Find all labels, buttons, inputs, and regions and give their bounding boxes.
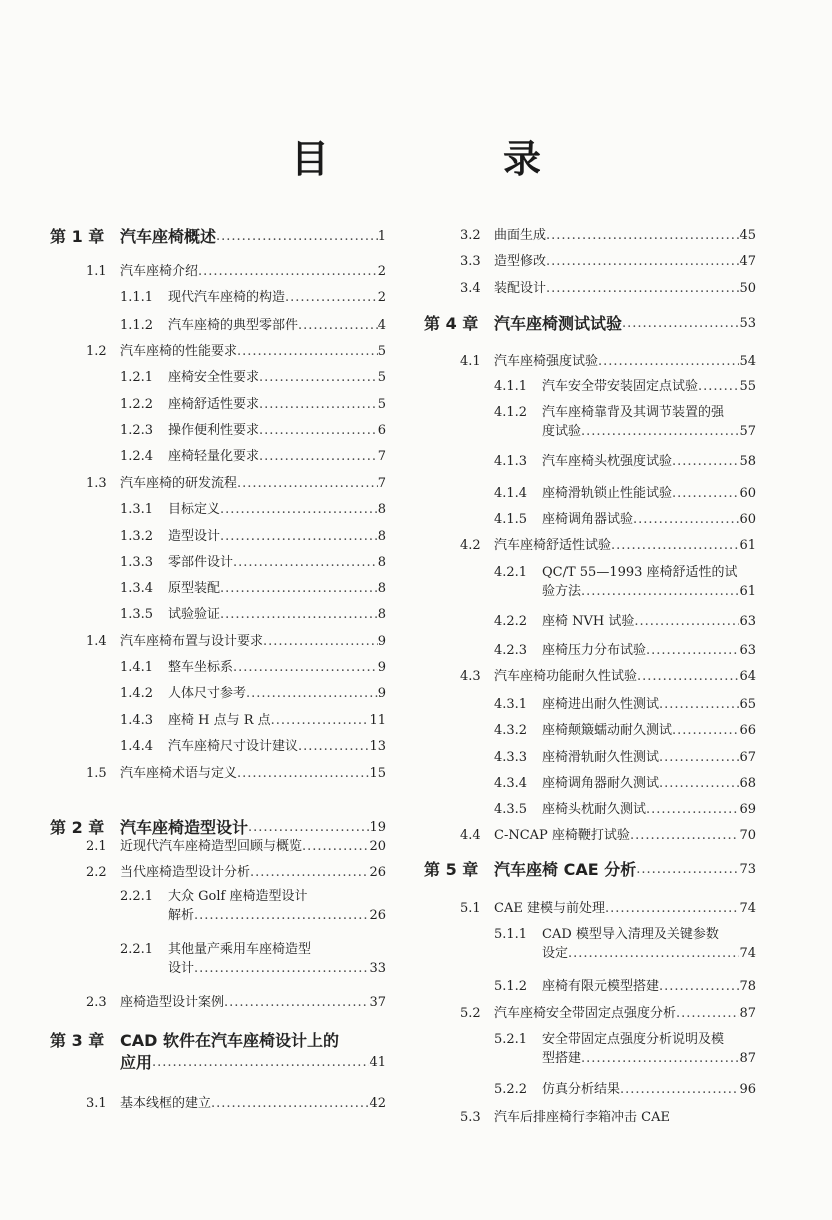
toc-entry[interactable] <box>50 342 386 361</box>
toc-entry[interactable] <box>424 313 756 335</box>
toc-entry-page: 87 <box>739 1051 756 1066</box>
toc-entry-page: 5 <box>377 344 386 359</box>
toc-entry[interactable] <box>50 684 386 703</box>
toc-entry[interactable] <box>424 612 756 631</box>
dot-leader <box>285 288 378 307</box>
toc-entry-number: 1.3 <box>86 476 107 491</box>
toc-entry-title-continued: 验方法 <box>542 584 582 599</box>
toc-entry-title: 曲面生成 <box>494 228 547 243</box>
toc-entry-title: 现代汽车座椅的构造 <box>168 290 286 305</box>
toc-entry-page: 73 <box>739 862 756 877</box>
toc-entry-number: 第 4 章 <box>424 314 479 333</box>
dot-leader <box>636 859 739 881</box>
toc-entry[interactable] <box>50 632 386 651</box>
toc-entry[interactable] <box>50 421 386 440</box>
toc-entry-title: 汽车后排座椅行李箱冲击 CAE <box>494 1110 670 1125</box>
toc-entry[interactable] <box>50 553 386 572</box>
toc-entry-title: 座椅颠簸蠕动耐久测试 <box>542 723 673 738</box>
toc-entry-page: 87 <box>739 1006 756 1021</box>
toc-entry-page: 2 <box>377 290 386 305</box>
toc-entry[interactable] <box>50 940 386 978</box>
dot-leader <box>698 377 739 396</box>
toc-entry-number: 3.3 <box>460 254 481 269</box>
toc-entry-number: 4.1.5 <box>494 512 528 527</box>
dot-leader <box>676 1004 739 1023</box>
toc-entry-page: 74 <box>739 946 756 961</box>
toc-entry[interactable] <box>50 658 386 677</box>
toc-entry[interactable] <box>424 563 756 601</box>
toc-entry[interactable] <box>424 899 756 918</box>
dot-leader <box>194 906 369 925</box>
toc-entry-page: 8 <box>377 529 386 544</box>
toc-entry-title: 汽车座椅头枕强度试验 <box>542 454 673 469</box>
toc-entry[interactable] <box>50 1030 386 1074</box>
dot-leader <box>568 944 739 963</box>
toc-entry-title: 座椅进出耐久性测试 <box>542 697 660 712</box>
dot-leader <box>220 527 378 546</box>
toc-entry-page: 1 <box>377 229 386 244</box>
dot-leader <box>259 447 378 466</box>
toc-entry[interactable] <box>50 262 386 281</box>
toc-entry-number: 3.4 <box>460 281 481 296</box>
dot-leader <box>271 711 370 730</box>
toc-entry-title: CAE 建模与前处理 <box>494 901 605 916</box>
toc-entry-page: 8 <box>377 502 386 517</box>
toc-entry-number: 1.4 <box>86 634 107 649</box>
toc-entry-number: 1.1.2 <box>120 318 154 333</box>
toc-entry-page: 63 <box>739 614 756 629</box>
toc-entry[interactable] <box>50 500 386 519</box>
toc-entry-number: 1.4.3 <box>120 713 154 728</box>
toc-entry-title: 汽车座椅造型设计 <box>120 818 249 837</box>
toc-entry[interactable] <box>424 1080 756 1099</box>
toc-entry-number: 4.1.4 <box>494 486 528 501</box>
toc-entry-page: 41 <box>369 1055 386 1070</box>
dot-leader <box>581 1049 739 1068</box>
toc-entry-number: 1.4.1 <box>120 660 154 675</box>
toc-entry-page: 61 <box>739 584 756 599</box>
dot-leader <box>237 764 369 783</box>
dot-leader <box>605 899 739 918</box>
dot-leader <box>630 826 740 845</box>
toc-entry-title: 汽车座椅安全带固定点强度分析 <box>494 1006 677 1021</box>
toc-entry-number: 2.1 <box>86 839 107 854</box>
dot-leader <box>220 579 378 598</box>
toc-entry-title: 造型设计 <box>168 529 221 544</box>
toc-entry-number: 5.1.1 <box>494 927 528 942</box>
toc-entry[interactable] <box>50 226 386 248</box>
toc-entry-number: 2.3 <box>86 995 107 1010</box>
toc-entry-number: 3.1 <box>86 1096 107 1111</box>
toc-entry-number: 4.2.3 <box>494 643 528 658</box>
toc-entry-page: 8 <box>377 555 386 570</box>
toc-entry[interactable] <box>424 1108 756 1127</box>
toc-entry-page: 57 <box>739 424 756 439</box>
toc-entry[interactable] <box>424 484 756 503</box>
toc-entry-title: 座椅舒适性要求 <box>168 397 260 412</box>
dot-leader <box>259 421 378 440</box>
dot-leader <box>646 800 739 819</box>
toc-entry[interactable] <box>50 817 386 839</box>
dot-leader <box>659 774 739 793</box>
toc-entry-title-continued: 设定 <box>542 946 569 961</box>
toc-entry[interactable] <box>50 711 386 730</box>
dot-leader <box>211 1094 369 1113</box>
toc-entry[interactable] <box>50 288 386 307</box>
toc-entry[interactable] <box>424 252 756 271</box>
toc-entry-page: 4 <box>377 318 386 333</box>
toc-entry-page: 67 <box>739 750 756 765</box>
toc-entry-number: 5.1 <box>460 901 481 916</box>
dot-leader <box>263 632 378 651</box>
toc-entry-page: 64 <box>739 669 756 684</box>
toc-entry[interactable] <box>424 721 756 740</box>
toc-entry[interactable] <box>424 774 756 793</box>
dot-leader <box>598 352 739 371</box>
toc-entry-title: CAD 模型导入清理及关键参数 <box>542 927 719 942</box>
toc-entry-title-continued: 度试验 <box>542 424 582 439</box>
toc-entry-page: 78 <box>739 979 756 994</box>
toc-entry-number: 5.2.2 <box>494 1082 528 1097</box>
toc-entry-number: 1.2.3 <box>120 423 154 438</box>
toc-entry-title: 零部件设计 <box>168 555 234 570</box>
toc-entry-title: 汽车座椅强度试验 <box>494 354 599 369</box>
toc-entry-number: 4.1.2 <box>494 405 528 420</box>
toc-entry-page: 54 <box>739 354 756 369</box>
toc-entry[interactable] <box>50 368 386 387</box>
toc-entry[interactable] <box>424 641 756 660</box>
toc-entry-title: 操作便利性要求 <box>168 423 260 438</box>
toc-entry-number: 1.2.4 <box>120 449 154 464</box>
toc-entry[interactable] <box>424 800 756 819</box>
toc-entry-number: 5.2 <box>460 1006 481 1021</box>
toc-entry-number: 3.2 <box>460 228 481 243</box>
dot-leader <box>302 837 369 856</box>
toc-entry-number: 第 1 章 <box>50 227 105 246</box>
toc-entry-title: 目标定义 <box>168 502 221 517</box>
toc-entry[interactable] <box>424 279 756 298</box>
toc-entry-page: 66 <box>739 723 756 738</box>
dot-leader <box>672 721 739 740</box>
toc-entry-number: 2.2.1 <box>120 889 154 904</box>
toc-entry[interactable] <box>50 527 386 546</box>
dot-leader <box>152 1052 369 1074</box>
dot-leader <box>246 684 378 703</box>
toc-entry[interactable] <box>424 226 756 245</box>
toc-entry-title: 装配设计 <box>494 281 547 296</box>
toc-entry-title: 汽车座椅术语与定义 <box>120 766 238 781</box>
toc-entry-page: 61 <box>739 538 756 553</box>
toc-entry-title: 座椅造型设计案例 <box>120 995 225 1010</box>
dot-leader <box>224 993 369 1012</box>
toc-entry-number: 5.3 <box>460 1110 481 1125</box>
dot-leader <box>634 612 739 631</box>
dot-leader <box>546 226 739 245</box>
toc-entry-number: 4.2.2 <box>494 614 528 629</box>
toc-entry[interactable] <box>424 452 756 471</box>
toc-entry-page: 20 <box>369 839 386 854</box>
toc-entry-number: 4.3 <box>460 669 481 684</box>
toc-entry-page: 26 <box>369 865 386 880</box>
toc-entry-title: 仿真分析结果 <box>542 1082 621 1097</box>
toc-entry[interactable] <box>424 352 756 371</box>
toc-entry[interactable] <box>424 826 756 845</box>
toc-entry[interactable] <box>424 1030 756 1068</box>
dot-leader <box>233 553 378 572</box>
toc-entry-title-continued: 应用 <box>120 1053 153 1072</box>
toc-entry[interactable] <box>424 510 756 529</box>
toc-entry-page: 9 <box>377 634 386 649</box>
dot-leader <box>298 316 378 335</box>
toc-entry-number: 4.3.1 <box>494 697 528 712</box>
toc-entry-page: 8 <box>377 581 386 596</box>
toc-entry[interactable] <box>424 403 756 441</box>
dot-leader <box>198 262 378 281</box>
toc-entry-number: 4.2.1 <box>494 565 528 580</box>
toc-entry-page: 60 <box>739 486 756 501</box>
dot-leader <box>581 582 739 601</box>
toc-entry-number: 1.1.1 <box>120 290 154 305</box>
toc-entry-number: 5.2.1 <box>494 1032 528 1047</box>
dot-leader <box>220 605 378 624</box>
toc-entry-page: 47 <box>739 254 756 269</box>
toc-entry[interactable] <box>424 695 756 714</box>
toc-entry[interactable] <box>424 1004 756 1023</box>
dot-leader <box>546 252 739 271</box>
toc-entry-page: 5 <box>377 370 386 385</box>
toc-entry[interactable] <box>50 837 386 856</box>
dot-leader <box>237 342 378 361</box>
toc-entry-number: 1.4.2 <box>120 686 154 701</box>
toc-entry[interactable] <box>424 748 756 767</box>
toc-entry[interactable] <box>424 667 756 686</box>
toc-entry-title: 汽车座椅介绍 <box>120 264 199 279</box>
dot-leader <box>659 695 739 714</box>
dot-leader <box>250 863 369 882</box>
dot-leader <box>220 500 378 519</box>
toc-entry-number: 第 3 章 <box>50 1031 105 1050</box>
toc-entry-title: 当代座椅造型设计分析 <box>120 865 251 880</box>
toc-entry[interactable] <box>50 863 386 882</box>
toc-entry-number: 1.3.5 <box>120 607 154 622</box>
page-title: 目 录 <box>290 137 609 181</box>
toc-entry-title: 汽车安全带安装固定点试验 <box>542 379 699 394</box>
toc-entry-page: 58 <box>739 454 756 469</box>
toc-entry-page: 68 <box>739 776 756 791</box>
dot-leader <box>194 959 369 978</box>
dot-leader <box>611 536 739 555</box>
dot-leader <box>248 817 369 839</box>
toc-entry-page: 33 <box>369 961 386 976</box>
toc-entry-page: 7 <box>377 476 386 491</box>
toc-entry-title: 座椅安全性要求 <box>168 370 260 385</box>
toc-entry-title: 座椅 NVH 试验 <box>542 614 635 629</box>
dot-leader <box>259 368 378 387</box>
toc-entry-page: 65 <box>739 697 756 712</box>
toc-entry-page: 55 <box>739 379 756 394</box>
toc-entry-title: 座椅滑轨锁止性能试验 <box>542 486 673 501</box>
toc-entry-title: 汽车座椅尺寸设计建议 <box>168 739 299 754</box>
toc-entry[interactable] <box>50 1094 386 1113</box>
toc-entry-title: 造型修改 <box>494 254 547 269</box>
toc-entry[interactable] <box>50 993 386 1012</box>
toc-entry[interactable] <box>50 316 386 335</box>
toc-entry-number: 4.4 <box>460 828 481 843</box>
toc-entry-page: 13 <box>369 739 386 754</box>
toc-entry-number: 4.3.5 <box>494 802 528 817</box>
toc-entry[interactable] <box>424 536 756 555</box>
toc-entry-page: 74 <box>739 901 756 916</box>
toc-entry-title: 汽车座椅舒适性试验 <box>494 538 612 553</box>
toc-entry-number: 1.3.2 <box>120 529 154 544</box>
toc-entry-number: 1.3.3 <box>120 555 154 570</box>
toc-entry-page: 70 <box>739 828 756 843</box>
toc-entry-page: 8 <box>377 607 386 622</box>
dot-leader <box>237 474 378 493</box>
toc-entry-number: 1.3.1 <box>120 502 154 517</box>
dot-leader <box>672 484 739 503</box>
toc-entry-number: 1.4.4 <box>120 739 154 754</box>
toc-entry-number: 1.5 <box>86 766 107 781</box>
toc-entry-page: 50 <box>739 281 756 296</box>
toc-entry-title-continued: 解析 <box>168 908 195 923</box>
toc-entry-number: 4.3.3 <box>494 750 528 765</box>
dot-leader <box>620 1080 739 1099</box>
toc-entry-number: 2.2 <box>86 865 107 880</box>
toc-entry-number: 2.2.1 <box>120 942 154 957</box>
dot-leader <box>581 422 739 441</box>
dot-leader <box>259 395 378 414</box>
toc-entry-number: 4.3.4 <box>494 776 528 791</box>
toc-entry-number: 1.2.2 <box>120 397 154 412</box>
toc-entry-page: 5 <box>377 397 386 412</box>
toc-entry-title: 人体尺寸参考 <box>168 686 247 701</box>
toc-entry-title: 原型装配 <box>168 581 221 596</box>
toc-entry[interactable] <box>424 377 756 396</box>
toc-entry[interactable] <box>50 887 386 925</box>
toc-entry-number: 4.1.1 <box>494 379 528 394</box>
toc-entry-page: 9 <box>377 660 386 675</box>
toc-entry-title: 座椅调角器试验 <box>542 512 634 527</box>
toc-entry-number: 1.2 <box>86 344 107 359</box>
toc-entry-number: 5.1.2 <box>494 979 528 994</box>
toc-entry-title: 整车坐标系 <box>168 660 234 675</box>
toc-entry[interactable] <box>424 977 756 996</box>
dot-leader <box>233 658 378 677</box>
toc-entry-page: 53 <box>739 316 756 331</box>
toc-entry-title: 座椅有限元模型搭建 <box>542 979 660 994</box>
toc-entry-number: 1.3.4 <box>120 581 154 596</box>
toc-entry-title: 汽车座椅的性能要求 <box>120 344 238 359</box>
toc-entry-title: 汽车座椅 CAE 分析 <box>494 860 637 879</box>
toc-entry-page: 2 <box>377 264 386 279</box>
toc-entry-title: QC/T 55—1993 座椅舒适性的试 <box>542 565 738 580</box>
toc-entry-title: 汽车座椅功能耐久性试验 <box>494 669 638 684</box>
toc-entry-title-continued: 型搭建 <box>542 1051 582 1066</box>
toc-entry-title: 汽车座椅靠背及其调节装置的强 <box>542 405 725 420</box>
toc-entry-title: C-NCAP 座椅鞭打试验 <box>494 828 630 843</box>
toc-entry-page: 60 <box>739 512 756 527</box>
toc-entry-title: 座椅滑轨耐久性测试 <box>542 750 660 765</box>
toc-entry[interactable] <box>50 737 386 756</box>
toc-entry[interactable] <box>50 605 386 624</box>
toc-entry-title: 座椅压力分布试验 <box>542 643 647 658</box>
toc-entry-number: 1.1 <box>86 264 107 279</box>
toc-entry[interactable] <box>50 447 386 466</box>
dot-leader <box>659 748 739 767</box>
toc-entry-title-continued: 设计 <box>168 961 195 976</box>
toc-entry-number: 4.1 <box>460 354 481 369</box>
dot-leader <box>216 226 378 248</box>
toc-entry-title: 汽车座椅布置与设计要求 <box>120 634 264 649</box>
toc-entry-title: 试验验证 <box>168 607 221 622</box>
dot-leader <box>672 452 739 471</box>
toc-entry-number: 第 5 章 <box>424 860 479 879</box>
toc-entry-page: 63 <box>739 643 756 658</box>
toc-entry[interactable] <box>50 579 386 598</box>
toc-entry-title: CAD 软件在汽车座椅设计上的 <box>120 1031 339 1050</box>
toc-entry-title: 近现代汽车座椅造型回顾与概览 <box>120 839 303 854</box>
dot-leader <box>546 279 739 298</box>
toc-entry-title: 汽车座椅概述 <box>120 227 217 246</box>
toc-entry-title: 基本线框的建立 <box>120 1096 212 1111</box>
toc-entry-title: 汽车座椅的典型零部件 <box>168 318 299 333</box>
dot-leader <box>659 977 739 996</box>
toc-entry[interactable] <box>424 859 756 881</box>
toc-entry-title: 安全带固定点强度分析说明及模 <box>542 1032 725 1047</box>
toc-entry-title: 座椅轻量化要求 <box>168 449 260 464</box>
toc-entry-number: 第 2 章 <box>50 818 105 837</box>
toc-entry-page: 7 <box>377 449 386 464</box>
toc-entry-number: 1.2.1 <box>120 370 154 385</box>
toc-entry-number: 4.2 <box>460 538 481 553</box>
toc-entry-title: 座椅调角器耐久测试 <box>542 776 660 791</box>
toc-entry-title: 座椅头枕耐久测试 <box>542 802 647 817</box>
toc-entry-title: 其他量产乘用车座椅造型 <box>168 942 312 957</box>
dot-leader <box>622 313 739 335</box>
toc-entry[interactable] <box>50 395 386 414</box>
toc-entry-page: 15 <box>369 766 386 781</box>
toc-entry-page: 6 <box>377 423 386 438</box>
toc-entry-number: 4.1.3 <box>494 454 528 469</box>
toc-entry[interactable] <box>424 925 756 963</box>
dot-leader <box>633 510 739 529</box>
toc-entry[interactable] <box>50 764 386 783</box>
dot-leader <box>646 641 739 660</box>
toc-entry-page: 42 <box>369 1096 386 1111</box>
toc-entry-page: 69 <box>739 802 756 817</box>
toc-entry-title: 汽车座椅的研发流程 <box>120 476 238 491</box>
toc-entry-page: 45 <box>739 228 756 243</box>
dot-leader <box>637 667 739 686</box>
toc-entry-title: 座椅 H 点与 R 点 <box>168 713 271 728</box>
toc-entry-page: 19 <box>369 820 386 835</box>
toc-entry-page: 11 <box>369 713 386 728</box>
toc-entry-number: 4.3.2 <box>494 723 528 738</box>
toc-entry-page: 9 <box>377 686 386 701</box>
toc-entry[interactable] <box>50 474 386 493</box>
dot-leader <box>298 737 369 756</box>
toc-entry-page: 96 <box>739 1082 756 1097</box>
toc-entry-page: 37 <box>369 995 386 1010</box>
toc-entry-title: 汽车座椅测试试验 <box>494 314 623 333</box>
toc-entry-page: 26 <box>369 908 386 923</box>
toc-entry-title: 大众 Golf 座椅造型设计 <box>168 889 308 904</box>
